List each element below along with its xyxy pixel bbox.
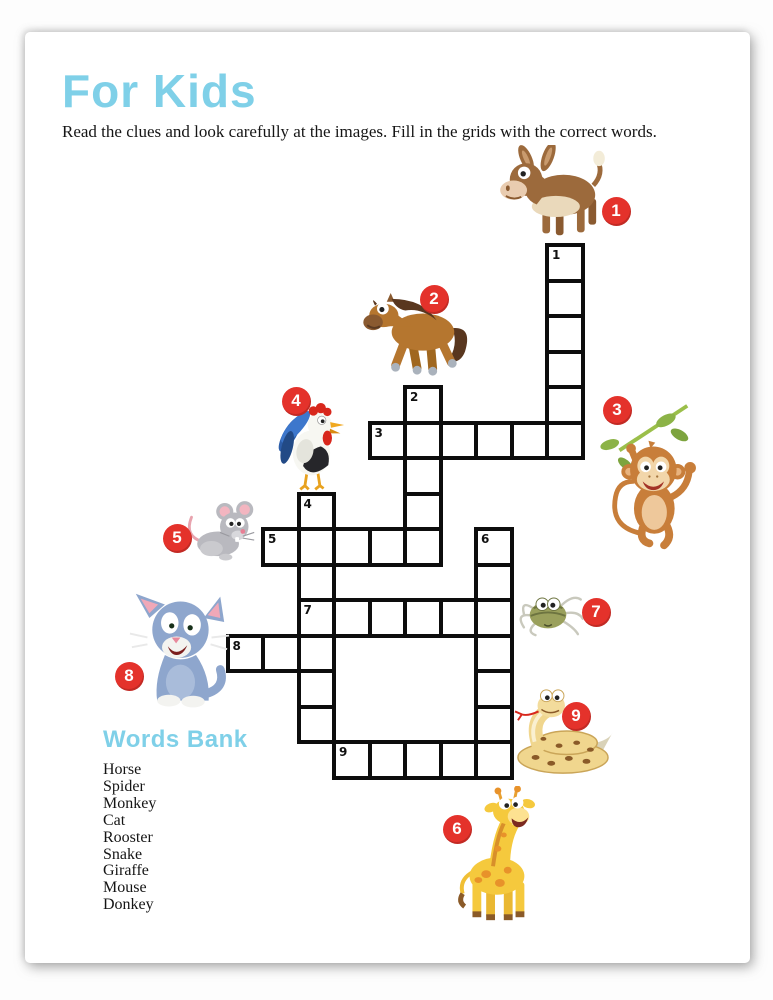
clue-number: 4 <box>303 496 312 511</box>
grid-cell[interactable] <box>297 598 337 638</box>
grid-cell[interactable] <box>510 421 550 461</box>
words-bank-word: Donkey <box>103 896 154 914</box>
grid-cell[interactable] <box>403 740 443 780</box>
clue-badge-giraffe: 6 <box>443 815 472 844</box>
clue-number: 6 <box>481 532 490 546</box>
clue-badge-rooster: 4 <box>282 387 311 416</box>
grid-cell[interactable] <box>368 598 408 638</box>
words-bank-word: Horse <box>103 761 142 778</box>
grid-cell[interactable] <box>332 740 372 780</box>
grid-cell[interactable] <box>474 421 514 461</box>
clue-badge-monkey: 3 <box>603 396 632 425</box>
spider-illustration <box>512 585 585 638</box>
grid-cell[interactable] <box>226 634 266 674</box>
grid-cell[interactable] <box>545 421 585 461</box>
words-bank-word: Monkey <box>103 794 157 812</box>
grid-cell[interactable] <box>439 421 479 461</box>
grid-cell[interactable] <box>403 421 443 461</box>
grid-cell[interactable] <box>439 740 479 780</box>
words-bank-heading: Words Bank <box>103 726 248 753</box>
grid-cell[interactable] <box>403 527 443 567</box>
grid-cell[interactable] <box>332 598 372 638</box>
mouse-illustration <box>182 500 258 562</box>
instruction-text: Read the clues and look carefully at the images. Fill in the grids with the correct words. <box>62 122 657 141</box>
grid-cell[interactable] <box>297 634 337 674</box>
clue-number: 1 <box>552 248 561 262</box>
grid-cell[interactable] <box>403 456 443 496</box>
grid-cell[interactable] <box>545 243 585 283</box>
words-bank-word: Mouse <box>103 879 147 897</box>
monkey-illustration <box>592 400 704 555</box>
page-title: For Kids <box>62 65 257 117</box>
grid-cell[interactable] <box>368 527 408 567</box>
grid-cell[interactable] <box>368 421 408 461</box>
grid-cell[interactable] <box>545 385 585 425</box>
grid-cell[interactable] <box>474 634 514 674</box>
clue-badge-spider: 7 <box>582 598 611 627</box>
clue-badge-mouse: 5 <box>163 524 192 553</box>
clue-number: 5 <box>268 532 277 546</box>
words-bank-word: Rooster <box>103 828 153 846</box>
clue-number: 3 <box>374 425 383 440</box>
grid-cell[interactable] <box>297 527 337 567</box>
grid-cell[interactable] <box>403 598 443 638</box>
snake-illustration <box>508 685 616 778</box>
words-bank-list <box>103 762 156 914</box>
words-bank-word: Snake <box>103 845 143 863</box>
clue-number: 9 <box>339 745 348 759</box>
grid-cell[interactable] <box>368 740 408 780</box>
grid-cell[interactable] <box>545 279 585 319</box>
grid-cell[interactable] <box>297 705 337 745</box>
words-bank-word: Giraffe <box>103 862 149 880</box>
clue-number: 8 <box>232 638 241 653</box>
grid-cell[interactable] <box>297 492 337 532</box>
grid-cell[interactable] <box>545 314 585 354</box>
grid-cell[interactable] <box>261 527 301 567</box>
words-bank-word: Cat <box>103 811 126 829</box>
grid-cell[interactable] <box>297 669 337 709</box>
grid-cell[interactable] <box>474 527 514 567</box>
grid-cell[interactable] <box>297 563 337 603</box>
clue-badge-donkey: 1 <box>602 197 631 226</box>
grid-cell[interactable] <box>403 492 443 532</box>
grid-cell[interactable] <box>474 563 514 603</box>
donkey-illustration <box>494 145 610 241</box>
clue-badge-cat: 8 <box>115 662 144 691</box>
clue-number: 7 <box>303 603 312 617</box>
cat-illustration <box>128 590 230 718</box>
grid-cell[interactable] <box>403 385 443 425</box>
grid-cell[interactable] <box>439 598 479 638</box>
clue-badge-horse: 2 <box>420 285 449 314</box>
grid-cell[interactable] <box>261 634 301 674</box>
grid-cell[interactable] <box>474 598 514 638</box>
words-bank-word: Spider <box>103 777 145 795</box>
clue-badge-snake: 9 <box>562 702 591 731</box>
grid-cell[interactable] <box>545 350 585 390</box>
clue-number: 2 <box>410 390 419 404</box>
giraffe-illustration <box>443 786 546 928</box>
grid-cell[interactable] <box>332 527 372 567</box>
